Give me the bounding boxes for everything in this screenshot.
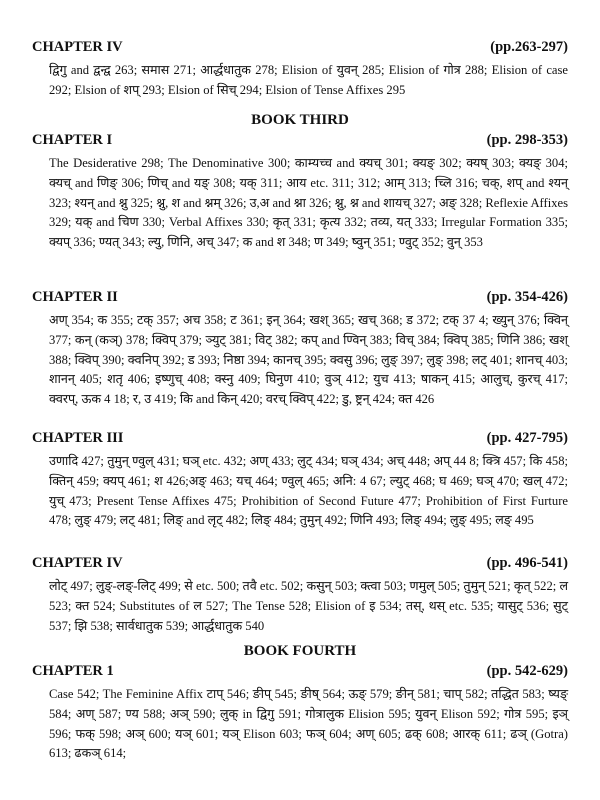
chapter-index-text [49,685,568,764]
chapter-entries: द्विगु and द्वन्द्व 263; समास 271; आर्द्धधातुक 278; Elision of युवन् 285; Elision of गोत्र 288; Elision of case 292; Elsion of शप् 293; Elsion of सिच् 294; Elsion of Tense Affixes 295 [49,63,568,97]
chapter-page-range: (pp. 298-353) [486,132,568,148]
chapter-title: CHAPTER IV [32,555,123,571]
chapter-section [0,552,600,636]
chapter-index-text [49,577,568,636]
chapter-heading [0,552,600,574]
chapter-heading [0,660,600,682]
chapter-entries: Case 542; The Feminine Affix टाप् 546; ङीप् 545; ङीष् 564; ऊङ् 579; ङीन् 581; चाप् 582; तद्धित 583; ष्यङ् 584; अण् 587; ण्य 588; अञ् 590; लुक् in द्विगु 591; गोत्रालुक Elision 595; युवन् Elison 592; गोत्र 595; इञ् 596; फक् 598; अञ् 600; यञ् 601; यञ् Elison 603; फञ् 604; अण् 605; ढक् 608; आरक् 611; ढञ् (Gotra) 613; ढकञ् 614; [49,687,568,761]
chapter-index-text [49,61,568,101]
chapter-page-range: (pp. 542-629) [486,663,568,679]
chapter-title: CHAPTER II [32,289,118,305]
chapter-title: CHAPTER 1 [32,663,114,679]
chapter-index-text [49,311,568,410]
chapter-heading [0,286,600,308]
chapter-index-text [49,154,568,253]
chapter-entries: अण् 354; क 355; टक् 357; अच 358; ट 361; इन् 364; खश् 365; खच् 368; ड 372; टक् 37 4; ख्युन् 376; क्विन् 377; कन् (कञ्) 378; क्विप् 379; ञ्युट् 381; विट् 382; कप् and ण्विन् 383; विच् 384; क्विप् 385; णिनि 386; खश् 388; क्विप् 390; क्वनिप् 392; ड 393; निष्ठा 394; कानच् 395; क्वसु 396; लुङ् 397; लुङ् 398; लट् 401; शानच् 403; शानन् 405; शतृ 406; इष्णुच् 408; क्स्नु 409; घिनुण 410; वुञ् 412; युच 413; षाकन् 415; आलुच्, कुरच् 417; क्वरप्, ऊक 4 18; र, उ 419; कि and किन् 420; वरच् क्विप् 422; डु, ष्ट्रन् 424; क्त 426 [49,313,568,407]
book-title: BOOK THIRD [251,112,349,128]
book-title: BOOK FOURTH [243,643,357,659]
chapter-section [0,36,600,101]
chapter-heading [0,36,600,58]
chapter-entries: लोट् 497; लुङ्-लङ्-लिट् 499; से etc. 500; तवै etc. 502; कसुन् 503; क्त्वा 503; णमुल् 505; तुमुन् 521; कृत् 522; ल 523; क्त 524; Substitutes of ल 527; The Tense 528; Elision of इ 534; तस्, थस् etc. 535; यासुट् 536; सुट् 537; झि 538; सार्वधातुक 539; आर्द्धधातुक 540 [49,579,568,633]
chapter-title: CHAPTER I [32,132,113,148]
chapter-section [0,129,600,253]
chapter-section [0,427,600,531]
chapter-entries: उणादि 427; तुमुन् ण्वुल् 431; घञ् etc. 432; अण् 433; लुट् 434; घञ् 434; अच् 448; अप् 44 8; क्त्रि 457; कि 458; क्तिन् 459; क्यप् 461; श 426;अङ् 463; यच् 464; ण्वुल् 465; अनि: 4 67; ल्युट् 468; घ 469; घञ् 470; खल् 472; युच् 473; Present Tense Affixes 475; Prohibition of Second Future 477; Prohibition of First Furture 478; लुङ् 479; लट् 481; लिङ् and लृट् 482; लिङ् 484; तुमुन् 492; णिनि 493; लिङ् 494; लुङ् 495; लङ् 495 [49,454,568,528]
chapter-title: CHAPTER III [32,430,124,446]
chapter-section [0,660,600,764]
chapter-section [0,286,600,410]
chapter-title: CHAPTER IV [32,39,123,55]
chapter-heading [0,427,600,449]
chapter-page-range: (pp. 427-795) [486,430,568,446]
chapter-page-range: (pp. 496-541) [486,555,568,571]
chapter-page-range: (pp. 354-426) [486,289,568,305]
chapter-page-range: (pp.263-297) [490,39,568,55]
chapter-index-text [49,452,568,531]
chapter-heading [0,129,600,151]
chapter-entries: The Desiderative 298; The Denominative 300; काम्यच्च and क्यच् 301; क्यङ् 302; क्यष् 303; क्यङ् 304; क्यच् and णिङ् 306; णिच् and यङ् 308; यक् 311; आय etc. 311; 312; आम् 313; च्लि 316; चक्, शप् and श्यन् 323; श्यन् and श्नु 325; श्नु, श and श्नम् 326; उ,अ and श्ना 326; श्नु, श्न and शायच् 327; अङ् 328; Reflexie Affixes 329; यक् and चिण 330; Verbal Affixes 330; कृत् 331; कृत्य 332; तव्य, यत् 333; Irregular Formation 335; क्यप् 336; ण्यत् 343; ल्यु, णिनि, अच् 347; क and श 348; ण 349; ष्वुन् 351; ण्वुट् 352; वुन् 353 [49,156,569,250]
